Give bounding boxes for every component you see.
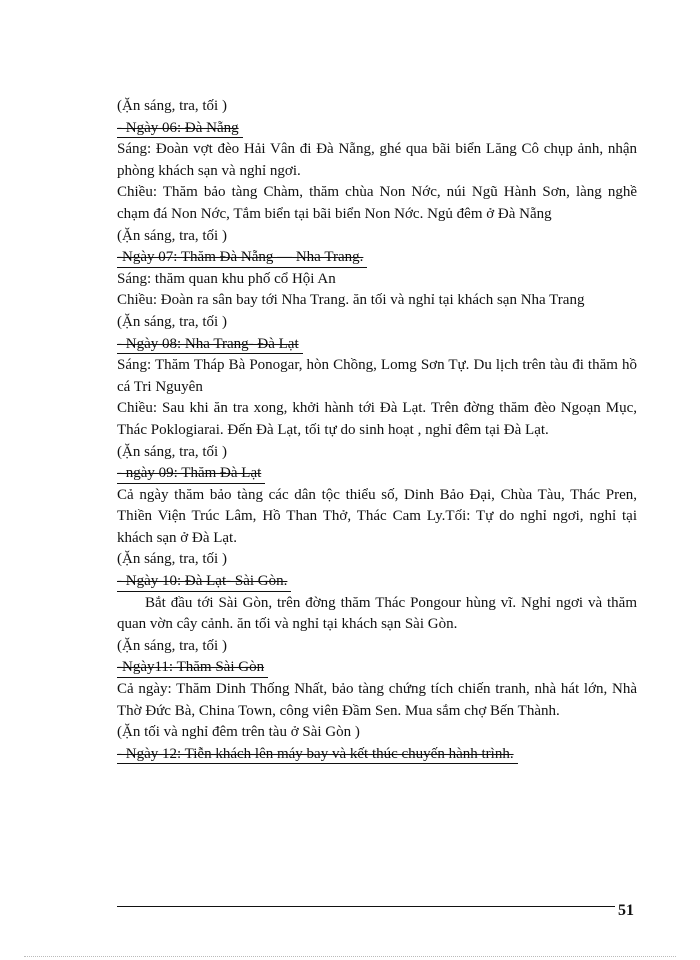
itinerary-paragraph: Chiều: Thăm bảo tàng Chàm, thăm chùa Non Nớc, núi Ngũ Hành Sơn, làng nghề chạm đá Non Nớc, Tắm biển tại bãi biển Non Nớc. Ngủ đêm ở Đà Nẵng bbox=[117, 184, 637, 222]
day-heading: - Ngày 08: Nha Trang- Đà Lạt bbox=[117, 334, 299, 356]
day-heading-row bbox=[117, 657, 637, 679]
day-heading-row bbox=[117, 334, 637, 356]
day-heading: - Ngày 10: Đà Lạt- Sài Gòn. bbox=[117, 571, 287, 593]
day-heading-row bbox=[117, 463, 637, 485]
itinerary-line: Sáng: thăm quan khu phố cổ Hội An bbox=[117, 270, 336, 287]
itinerary-paragraph: Cả ngày: Thăm Dinh Thống Nhất, bảo tàng chứng tích chiến tranh, nhà hát lớn, Nhà Thờ Đức Bà, China Town, công viên Đầm Sen. Mua sắm chợ Bến Thành. bbox=[117, 681, 637, 719]
day-heading-row bbox=[117, 744, 637, 766]
itinerary-paragraph: Chiều: Sau khi ăn tra xong, khởi hành tới Đà Lạt. Trên đờng thăm đèo Ngoạn Mục, Thác Poklogiarai. Đến Đà Lạt, tối tự do sinh hoạt , nghỉ đêm tại Đà Lạt. bbox=[117, 400, 637, 438]
day-heading: -Ngày11: Thăm Sài Gòn bbox=[117, 657, 264, 679]
meal-note: (Ặn tối và nghỉ đêm trên tàu ở Sài Gòn ) bbox=[117, 724, 360, 741]
day-heading: - Ngày 06: Đà Nẵng bbox=[117, 118, 239, 140]
day-heading: -Ngày 07: Thăm Đà Nẵng — Nha Trang. bbox=[117, 247, 363, 269]
document-body bbox=[117, 96, 637, 765]
meal-note: (Ặn sáng, tra, tối ) bbox=[117, 637, 227, 654]
day-heading-row bbox=[117, 571, 637, 593]
day-heading: - Ngày 12: Tiễn khách lên máy bay và kết thúc chuyến hành trình. bbox=[117, 744, 514, 766]
itinerary-line: Chiều: Đoàn ra sân bay tới Nha Trang. ăn tối và nghỉ tại khách sạn Nha Trang bbox=[117, 292, 585, 309]
page-edge-divider bbox=[24, 956, 676, 957]
itinerary-paragraph: Bắt đầu tới Sài Gòn, trên đờng thăm Thác Pongour hùng vĩ. Nghỉ ngơi và thăm quan vờn cây cảnh. ăn tối và nghỉ tại khách sạn Sài Gòn. bbox=[117, 594, 637, 633]
meal-note: (Ặn sáng, tra, tối ) bbox=[117, 551, 227, 568]
itinerary-paragraph: Sáng: Đoàn vợt đèo Hải Vân đi Đà Nẵng, ghé qua bãi biển Lăng Cô chụp ảnh, nhận phòng khách sạn và nghỉ ngơi. bbox=[117, 141, 637, 179]
day-heading-row bbox=[117, 118, 637, 140]
itinerary-paragraph: Sáng: Thăm Tháp Bà Ponogar, hòn Chồng, Lomg Sơn Tự. Du lịch trên tàu đi thăm hồ cá Tri Nguyên bbox=[117, 357, 637, 395]
meal-note: (Ặn sáng, tra, tối ) bbox=[117, 443, 227, 460]
page-number: 51 bbox=[618, 902, 634, 919]
meal-note: (Ặn sáng, tra, tối ) bbox=[117, 313, 227, 330]
itinerary-paragraph: Cả ngày thăm bảo tàng các dân tộc thiểu số, Dinh Bảo Đại, Chùa Tàu, Thác Pren, Thiền Viện Trúc Lâm, Hồ Than Thở, Thác Cam Ly.Tối: Tự do nghỉ ngơi, nghỉ tại khách sạn ở Đà Lạt. bbox=[117, 486, 637, 546]
day-heading-row bbox=[117, 247, 637, 269]
day-heading: - ngày 09: Thăm Đà Lạt bbox=[117, 463, 261, 485]
meal-note: (Ặn sáng, tra, tối ) bbox=[117, 98, 227, 114]
meal-note: (Ặn sáng, tra, tối ) bbox=[117, 227, 227, 244]
footer-rule bbox=[117, 906, 615, 907]
